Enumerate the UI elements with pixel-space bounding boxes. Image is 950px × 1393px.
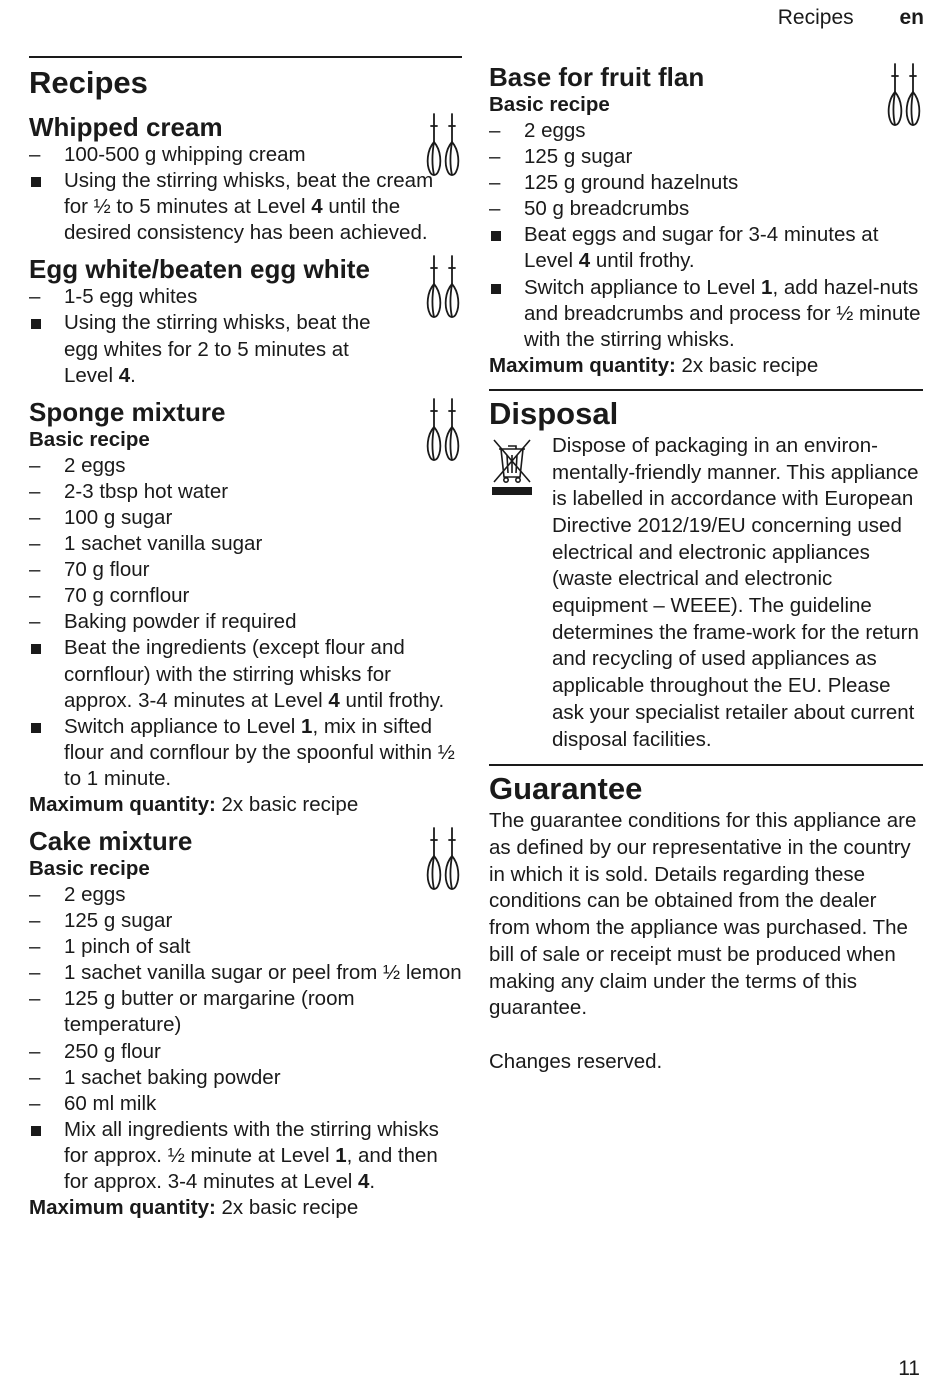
ingredient-item: – 2 eggs (489, 118, 923, 144)
recipe-subtitle: Basic recipe (29, 427, 150, 451)
ingredient-item: – 125 g ground hazelnuts (489, 170, 923, 196)
ingredient-item: – 125 g sugar (489, 144, 923, 170)
recipe-title: Base for fruit flan (489, 62, 705, 92)
header-language: en (899, 6, 924, 29)
instruction-step: Switch appliance to Level 1, mix in sifted flour and cornflour by the spoonful within ½ to 1 minute. (29, 714, 462, 792)
recipe-fruit-flan (489, 62, 923, 379)
changes-note: Changes reserved. (489, 1049, 663, 1073)
instruction-step: Using the stirring whisks, beat the cream for ½ to 5 minutes at Level 4 until the desired consistency has been achieved. (29, 168, 462, 246)
divider (489, 764, 923, 766)
ingredient-item: – 100-500 g whipping cream (29, 142, 462, 168)
page-title: Recipes (29, 65, 148, 100)
recipe-list (29, 453, 462, 792)
disposal-section (489, 433, 923, 753)
recipe-cake-mixture (29, 826, 462, 1221)
ingredient-item: – 1 sachet vanilla sugar or peel from ½ lemon (29, 960, 462, 986)
ingredient-item: – 2 eggs (29, 453, 462, 479)
ingredient-item: – Baking powder if required (29, 609, 462, 635)
instruction-step: Mix all ingredients with the stirring whisks for approx. ½ minute at Level 1, and then for approx. 3-4 minutes at Level 4. (29, 1117, 462, 1195)
page-header (778, 6, 924, 30)
recipe-title: Whipped cream (29, 112, 223, 142)
section-title-guarantee: Guarantee (489, 771, 643, 807)
ingredient-item: – 125 g sugar (29, 908, 462, 934)
ingredient-item: – 70 g flour (29, 557, 462, 583)
left-column (29, 56, 462, 1221)
recipe-subtitle: Basic recipe (489, 93, 610, 116)
page-number: 11 (898, 1357, 920, 1380)
ingredient-item: – 125 g butter or margarine (room temperature) (29, 986, 462, 1038)
recipe-title: Sponge mixture (29, 396, 226, 427)
recipe-title: Cake mixture (29, 825, 193, 856)
disposal-text: Dispose of packaging in an environ-mentally-friendly manner. This appliance is labelled in accordance with European Directive 2012/19/EU concerning used electrical and electronic appliances (waste electrical and electronic equipment – WEEE). The guideline determines the frame-work for the return and recycling of used appliances as applicable throughout the EU. Please ask your specialist retailer about current disposal facilities. (552, 433, 919, 751)
ingredient-item: – 1 sachet baking powder (29, 1065, 462, 1091)
right-column (489, 62, 923, 1075)
header-section: Recipes (777, 6, 854, 29)
ingredient-item: – 1-5 egg whites (29, 284, 402, 310)
section-title-disposal: Disposal (489, 395, 619, 431)
recipe-sponge-mixture (29, 397, 462, 818)
ingredient-item: – 2-3 tbsp hot water (29, 479, 462, 505)
instruction-step: Switch appliance to Level 1, add hazel-nuts and breadcrumbs and process for ½ minute with the stirring whisks. (489, 275, 923, 353)
weee-bin-icon (491, 437, 533, 497)
max-quantity: Maximum quantity: 2x basic recipe (29, 792, 359, 816)
max-quantity: Maximum quantity: 2x basic recipe (489, 353, 819, 377)
ingredient-item: – 100 g sugar (29, 505, 462, 531)
ingredient-item: – 1 pinch of salt (29, 934, 462, 960)
recipe-whipped-cream (29, 112, 462, 246)
ingredient-item: – 60 ml milk (29, 1091, 462, 1117)
recipe-title: Egg white/beaten egg white (29, 254, 370, 285)
ingredient-item: – 50 g breadcrumbs (489, 196, 923, 222)
recipe-egg-white (29, 254, 462, 388)
divider (29, 56, 462, 58)
divider (489, 389, 923, 391)
ingredient-item: – 1 sachet vanilla sugar (29, 531, 462, 557)
recipe-list (29, 882, 462, 1195)
ingredient-item: – 250 g flour (29, 1039, 462, 1065)
whisk-icon (424, 254, 462, 320)
recipe-list (489, 118, 923, 353)
max-quantity: Maximum quantity: 2x basic recipe (29, 1196, 359, 1220)
instruction-step: Using the stirring whisks, beat the egg whites for 2 to 5 minutes at Level 4. (29, 310, 402, 388)
instruction-step: Beat eggs and sugar for 3-4 minutes at Level 4 until frothy. (489, 222, 923, 274)
recipe-list (29, 142, 462, 246)
recipe-subtitle: Basic recipe (29, 856, 150, 880)
ingredient-item: – 70 g cornflour (29, 583, 462, 609)
instruction-step: Beat the ingredients (except flour and cornflour) with the stirring whisks for approx. 3-4 minutes at Level 4 until frothy. (29, 635, 462, 713)
ingredient-item: – 2 eggs (29, 882, 462, 908)
recipe-list (29, 284, 462, 388)
guarantee-text: The guarantee conditions for this appliance are as defined by our representative in the country in which it is sold. Details regarding these conditions can be obtained from the dealer from whom the appliance was purchased. The bill of sale or receipt must be produced when making any claim under the terms of this guarantee. (489, 809, 917, 1020)
